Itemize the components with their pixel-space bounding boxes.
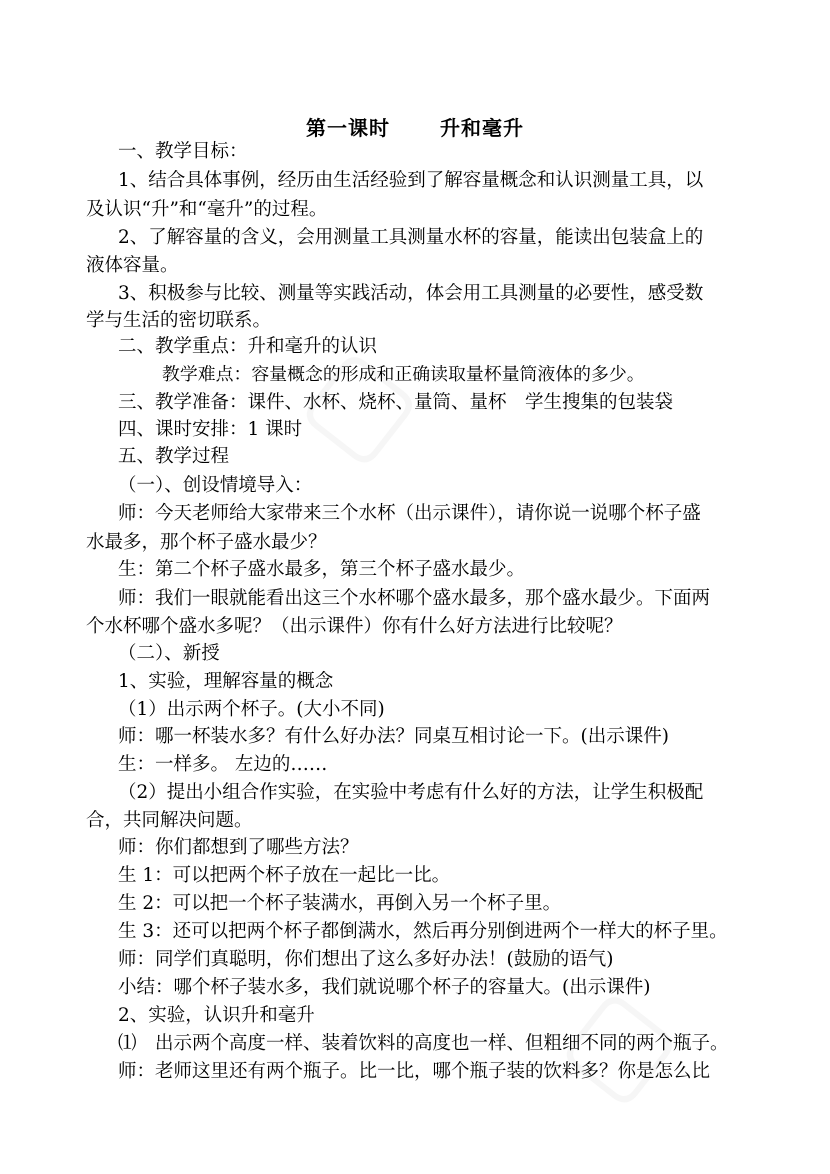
lesson-title-topic: 升和毫升	[440, 116, 524, 140]
lesson-title-period: 第一课时	[306, 116, 390, 140]
text-line: 学与生活的密切联系。	[86, 310, 272, 331]
text-line: 合，共同解决问题。	[86, 810, 253, 831]
text-line: 生 3：还可以把两个杯子都倒满水，然后再分别倒进两个一样大的杯子里。	[118, 921, 728, 942]
text-line: 3、积极参与比较、测量等实践活动，体会用工具测量的必要性，感受数	[118, 283, 704, 304]
text-line: 三、教学准备：课件、水杯、烧杯、量筒、量杯 学生搜集的包装袋	[118, 392, 674, 413]
text-line: （1）出示两个杯子。(大小不同)	[118, 699, 385, 720]
text-line: 二、教学重点：升和毫升的认识	[118, 336, 378, 357]
text-line: 1、实验，理解容量的概念	[118, 671, 334, 692]
text-line: 四、课时安排：1 课时	[118, 419, 303, 440]
lesson-title	[0, 112, 830, 141]
text-line: （2）提出小组合作实验，在实验中考虑有什么好的方法，让学生积极配	[118, 782, 704, 803]
text-line: 师：今天老师给大家带来三个水杯（出示课件），请你说一说哪个杯子盛	[118, 503, 701, 524]
text-line: （一）、创设情境导入：	[118, 475, 313, 496]
text-line: 一、教学目标：	[118, 141, 248, 162]
text-line: （二）、新授	[118, 643, 220, 664]
text-line: 小结：哪个杯子装水多，我们就说哪个杯子的容量大。(出示课件)	[118, 977, 651, 998]
text-line: 2、实验，认识升和毫升	[118, 1005, 315, 1026]
text-line: 教学难点：容量概念的形成和正确读取量杯量筒液体的多少。	[162, 364, 645, 385]
text-line: 2、了解容量的含义，会用测量工具测量水杯的容量，能读出包装盒上的	[118, 227, 704, 248]
text-line: 液体容量。	[86, 255, 179, 276]
text-line: 及认识“升”和“毫升”的过程。	[86, 199, 328, 220]
text-line: ⑴ 出示两个高度一样、装着饮料的高度也一样、但粗细不同的两个瓶子。	[118, 1033, 729, 1054]
text-line: 个水杯哪个盛水多呢？（出示课件）你有什么好方法进行比较呢？	[86, 616, 623, 637]
text-line: 生 2：可以把一个杯子装满水，再倒入另一个杯子里。	[118, 893, 562, 914]
text-line: 1、结合具体事例，经历由生活经验到了解容量概念和认识测量工具，以	[118, 170, 704, 191]
text-line: 生：一样多。 左边的……	[118, 754, 328, 775]
text-line: 师：哪一杯装水多？有什么好办法？同桌互相讨论一下。(出示课件)	[118, 726, 669, 747]
text-line: 师：你们都想到了哪些方法？	[118, 837, 359, 858]
text-line: 生：第二个杯子盛水最多，第三个杯子盛水最少。	[118, 559, 526, 580]
text-line: 生 1：可以把两个杯子放在一起比一比。	[118, 865, 451, 886]
text-line: 水最多，那个杯子盛水最少？	[86, 532, 327, 553]
text-line: 师：老师这里还有两个瓶子。比一比，哪个瓶子装的饮料多？你是怎么比	[118, 1061, 711, 1082]
text-line: 师：同学们真聪明，你们想出了这么多好办法！(鼓励的语气)	[118, 949, 614, 970]
text-line: 五、教学过程	[118, 446, 230, 467]
text-line: 师：我们一眼就能看出这三个水杯哪个盛水最多，那个盛水最少。下面两	[118, 588, 711, 609]
